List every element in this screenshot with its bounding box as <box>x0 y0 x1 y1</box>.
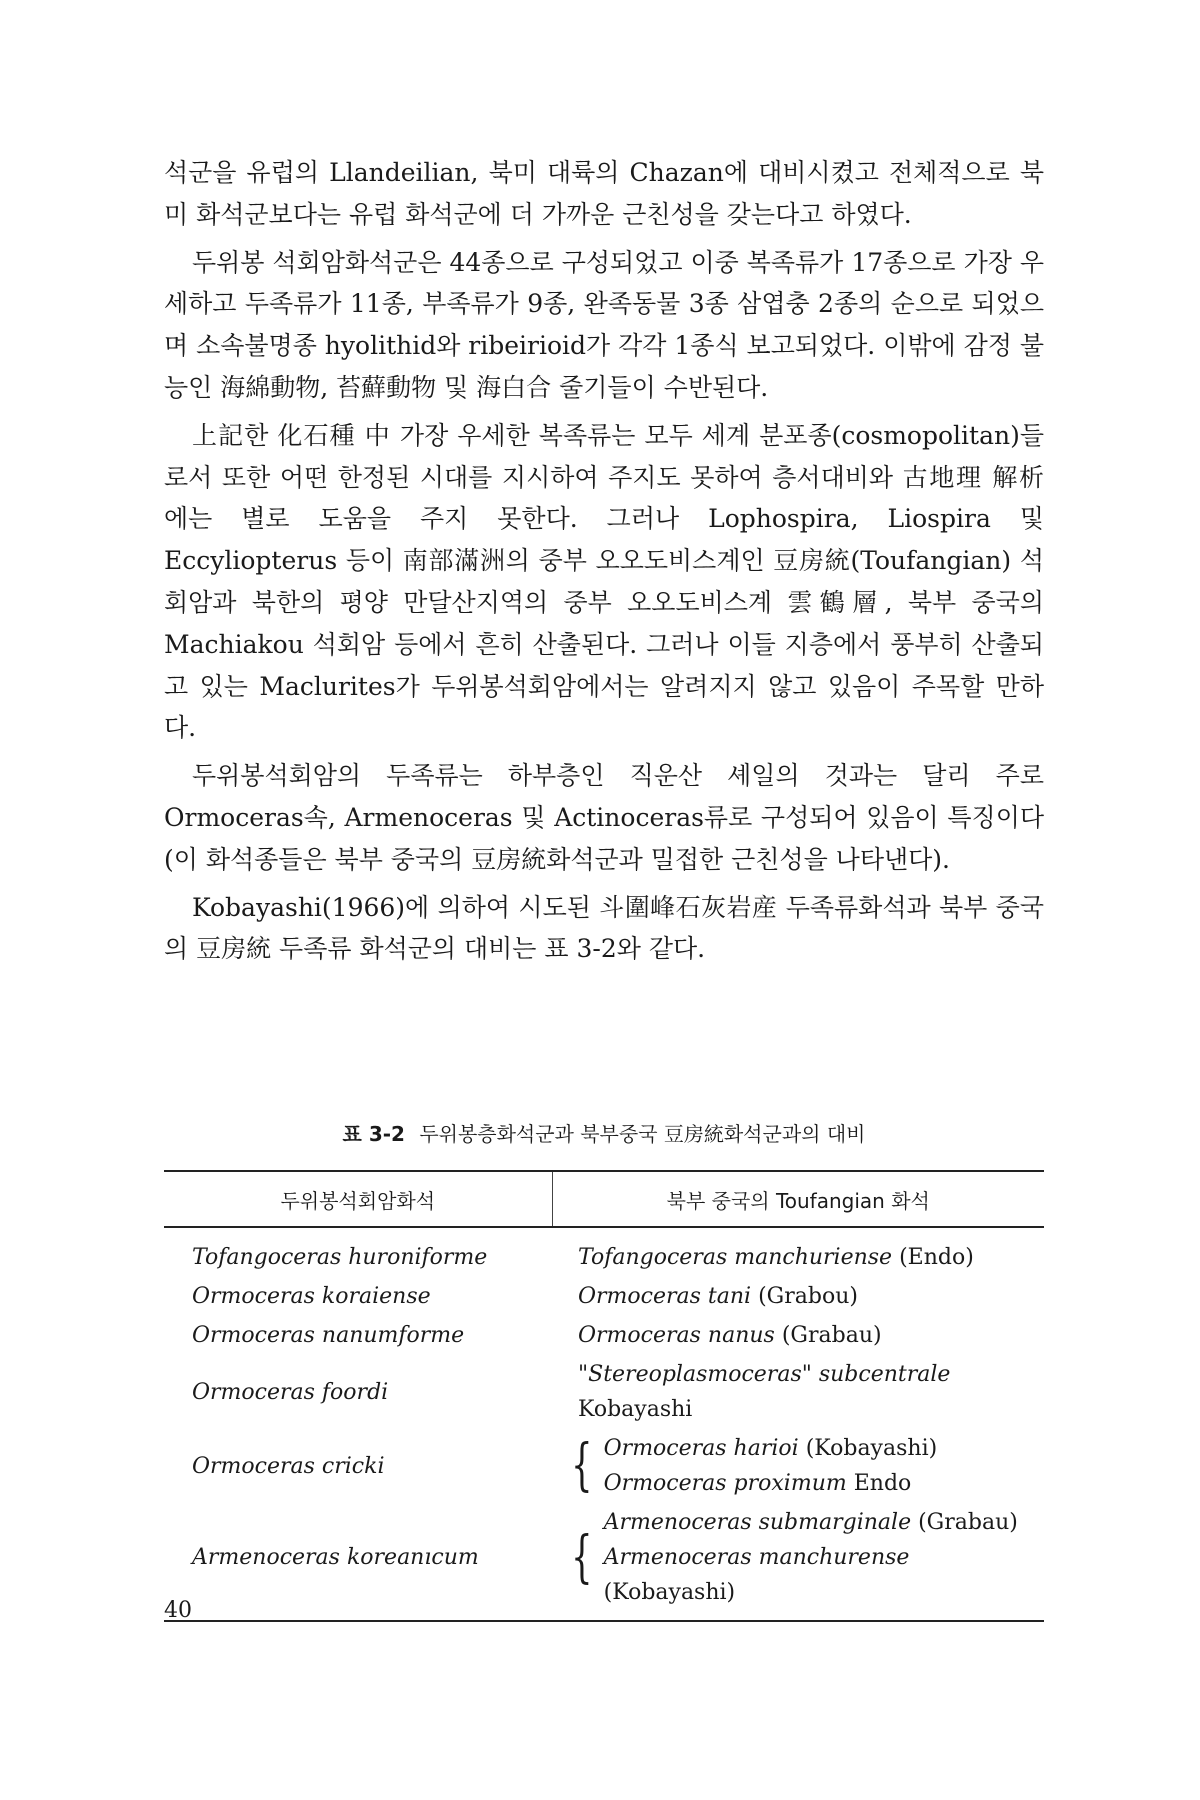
table-cell-right <box>552 1277 1044 1316</box>
species-name: Ormoceras proximum <box>603 1471 847 1496</box>
table-number: 표 3-2 <box>342 1122 405 1146</box>
table-cell-left: Tofangoceras huroniforme <box>192 1245 488 1270</box>
species-author: Kobayashi <box>578 1397 693 1422</box>
table-header-left: 두위봉석회암화석 <box>164 1171 552 1227</box>
table-cell-right <box>552 1227 1044 1277</box>
table-row <box>164 1429 1044 1503</box>
species-author: (Grabau) <box>781 1323 882 1348</box>
paragraph: 두위봉석회암의 두족류는 하부층인 직운산 셰일의 것과는 달리 주로 Ormoceras속, Armenoceras 및 Actinoceras류로 구성되어 있음이 특징이다(이 화석종들은 북부 중국의 豆房統화석군과 밀접한 근친성을 나타낸다). <box>164 761 1044 874</box>
species-name: "Stereoplasmoceras" subcentrale <box>578 1362 951 1387</box>
table-cell-left: Armenoceras koreanıcum <box>164 1503 552 1621</box>
species-author: Endo <box>853 1471 912 1496</box>
table-cell-right <box>552 1355 1044 1429</box>
species-author: (Grabou) <box>758 1284 858 1309</box>
species-author: (Kobayashi) <box>805 1436 938 1461</box>
table-header-right: 북부 중국의 Toufangian 화석 <box>552 1171 1044 1227</box>
species-name: Ormoceras tani <box>578 1284 752 1309</box>
comparison-table <box>164 1170 1044 1622</box>
table-cell-right <box>552 1316 1044 1355</box>
table-row <box>164 1277 1044 1316</box>
species-author: (Kobayashi) <box>603 1580 736 1605</box>
paragraph: Kobayashi(1966)에 의하여 시도된 斗圍峰石灰岩産 두족류화석과 북부 중국의 豆房統 두족류 화석군의 대비는 표 3-2와 같다. <box>164 892 1044 964</box>
table-cell-left: Ormoceras koraiense <box>192 1284 431 1309</box>
table-row <box>164 1503 1044 1621</box>
table-caption <box>164 1118 1044 1147</box>
brace-symbol: { <box>571 1433 593 1498</box>
table-cell-left: Ormoceras nanumforme <box>192 1323 465 1348</box>
table-row <box>164 1316 1044 1355</box>
table-cell-right <box>552 1503 1044 1621</box>
paragraph: 석군을 유럽의 Llandeilian, 북미 대륙의 Chazan에 대비시켰고 전체적으로 북미 화석군보다는 유럽 화석군에 더 가까운 근친성을 갖는다고 하였다. <box>164 158 1044 229</box>
paragraph: 上記한 化石種 中 가장 우세한 복족류는 모두 세계 분포종(cosmopolitan)들로서 또한 어떤 한정된 시대를 지시하여 주지도 못하여 층서대비와 古地理 解析에는 별로 도움을 주지 못한다. 그러나 Lophospira, Liospira 및 Eccyliopterus 등이 南部滿洲의 중부 오오도비스계인 豆房統(Toufangian) 석회암과 북한의 평양 만달산지역의 중부 오오도비스계 雲鶴層, 북부 중국의 Machiakou 석회암 등에서 흔히 산출된다. 그러나 이들 지층에서 풍부히 산출되고 있는 Maclurites가 두위봉석회암에서는 알려지지 않고 있음이 주목할 만하다. <box>164 420 1044 743</box>
brace-symbol: { <box>571 1524 593 1590</box>
table-cell-left: Ormoceras cricki <box>192 1453 385 1479</box>
paragraph: 두위봉 석회암화석군은 44종으로 구성되었고 이중 복족류가 17종으로 가장 우세하고 두족류가 11종, 부족류가 9종, 완족동물 3종 삼엽충 2종의 순으로 되었으며 소속불명종 hyolithid와 ribeirioid가 각각 1종식 보고되었다. 이밖에 감정 불능인 海綿動物, 苔蘚動物 및 海白合 줄기들이 수반된다. <box>164 247 1044 402</box>
table-row <box>164 1227 1044 1277</box>
table-cell-right <box>552 1429 1044 1503</box>
table-title: 두위봉층화석군과 북부중국 豆房統화석군과의 대비 <box>419 1122 866 1146</box>
species-name: Armenoceras manchurense <box>603 1545 910 1570</box>
species-name: Tofangoceras manchuriense <box>578 1245 893 1270</box>
species-name: Armenoceras submarginale <box>603 1510 912 1535</box>
table-cell-left: Ormoceras foordi <box>192 1379 389 1405</box>
table-row <box>164 1355 1044 1429</box>
page-number: 40 <box>164 1598 192 1623</box>
body-text <box>164 152 1044 970</box>
species-name: Ormoceras harioi <box>603 1436 799 1461</box>
species-author: (Endo) <box>899 1245 974 1270</box>
species-author: (Grabau) <box>918 1510 1018 1535</box>
species-name: Ormoceras nanus <box>578 1323 775 1348</box>
